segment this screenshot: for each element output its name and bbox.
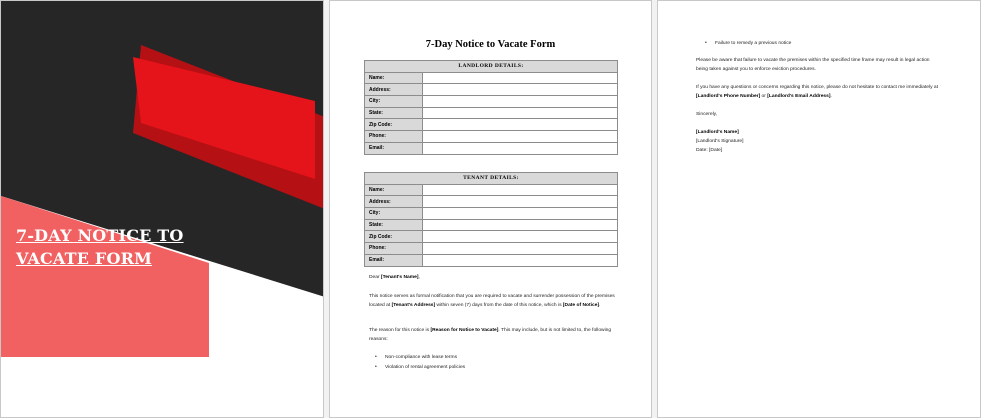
- cover-artwork: [1, 1, 324, 418]
- field-label: Name:: [365, 184, 423, 196]
- tenant-city-field[interactable]: [423, 208, 618, 220]
- cover-title-line2: VACATE FORM: [16, 249, 153, 268]
- cover-title: [16, 224, 184, 270]
- field-label: City:: [365, 96, 423, 108]
- table-row: [365, 84, 618, 96]
- paragraph-text: within seven (7) days from the date of this notice, which is: [435, 303, 563, 308]
- closing: Sincerely,: [696, 112, 718, 117]
- date-placeholder: Date: [Date]: [696, 148, 723, 153]
- tenant-address-placeholder: [Tenant's Address]: [391, 303, 436, 308]
- field-label: Email:: [365, 254, 423, 266]
- reasons-list-continued: [703, 39, 791, 49]
- notice-date-placeholder: [Date of Notice]: [562, 303, 600, 308]
- table-row: [365, 184, 618, 196]
- reason-paragraph: [369, 326, 619, 344]
- landlord-details-table: [364, 60, 618, 155]
- list-item: • Failure to remedy a previous notice: [703, 39, 791, 49]
- tenant-state-field[interactable]: [423, 219, 618, 231]
- table-row: [365, 72, 618, 84]
- table-row: [365, 107, 618, 119]
- table-row: [365, 96, 618, 108]
- tenant-phone-field[interactable]: [423, 243, 618, 255]
- paragraph-text: The reason for this notice is: [369, 328, 431, 333]
- table-row: [365, 131, 618, 143]
- warning-paragraph: Please be aware that failure to vacate the premises within the specified time frame may result in legal action being taken against you to enforce eviction procedures.: [696, 58, 930, 72]
- table-row: [365, 142, 618, 154]
- landlord-details-header: LANDLORD DETAILS:: [365, 61, 618, 73]
- field-label: State:: [365, 107, 423, 119]
- list-item: • Non-compliance with lease terms: [373, 353, 465, 363]
- paragraph-text: or: [760, 94, 768, 99]
- landlord-email-field[interactable]: [423, 142, 618, 154]
- table-row: [365, 254, 618, 266]
- tenant-address-field[interactable]: [423, 196, 618, 208]
- field-label: Address:: [365, 84, 423, 96]
- landlord-phone-placeholder: [Landlord's Phone Number]: [696, 94, 761, 99]
- paragraph-text: If you have any questions or concerns regarding this notice, please do not hesitate to contact me immediately at: [696, 85, 938, 90]
- landlord-state-field[interactable]: [423, 107, 618, 119]
- tenant-zip-field[interactable]: [423, 231, 618, 243]
- field-label: Name:: [365, 72, 423, 84]
- signature-placeholder: [Landlord's Signature]: [696, 139, 744, 144]
- landlord-name-placeholder: [Landlord's Name]: [696, 130, 739, 135]
- landlord-city-field[interactable]: [423, 96, 618, 108]
- salutation-prefix: Dear: [369, 275, 381, 280]
- landlord-name-field[interactable]: [423, 72, 618, 84]
- tenant-details-table: [364, 172, 618, 267]
- document-title: 7-Day Notice to Vacate Form: [425, 39, 556, 50]
- landlord-zip-field[interactable]: [423, 119, 618, 131]
- list-item: • Violation of rental agreement policies: [373, 363, 465, 373]
- table-row: [365, 219, 618, 231]
- landlord-email-placeholder: [Landlord's Email Address]: [767, 94, 831, 99]
- tenant-name-field[interactable]: [423, 184, 618, 196]
- reason-placeholder: [Reason for Notice to Vacate]: [430, 328, 499, 333]
- table-row: [365, 119, 618, 131]
- field-label: State:: [365, 219, 423, 231]
- table-row: [365, 208, 618, 220]
- field-label: Email:: [365, 142, 423, 154]
- field-label: Phone:: [365, 243, 423, 255]
- field-label: Zip Code:: [365, 119, 423, 131]
- table-row: [365, 231, 618, 243]
- tenant-email-field[interactable]: [423, 254, 618, 266]
- contact-paragraph: [696, 83, 942, 101]
- field-label: Address:: [365, 196, 423, 208]
- cover-page: [0, 0, 324, 418]
- landlord-phone-field[interactable]: [423, 131, 618, 143]
- salutation: [369, 273, 619, 282]
- form-page: [329, 0, 652, 418]
- table-row: [365, 243, 618, 255]
- field-label: Zip Code:: [365, 231, 423, 243]
- cover-title-line1: 7-DAY NOTICE TO: [16, 226, 184, 245]
- paragraph-text: This notice serves as formal notification that you are required to vacate and surrender possession of the premises located at: [369, 294, 615, 308]
- landlord-address-field[interactable]: [423, 84, 618, 96]
- paragraph-text: .: [599, 303, 601, 308]
- table-row: [365, 196, 618, 208]
- field-label: Phone:: [365, 131, 423, 143]
- continuation-page: [657, 0, 981, 418]
- tenant-details-header: TENANT DETAILS:: [365, 173, 618, 185]
- field-label: City:: [365, 208, 423, 220]
- tenant-name-placeholder: [Tenant's Name]: [380, 275, 419, 280]
- paragraph-text: .: [830, 94, 832, 99]
- reasons-list: [373, 353, 465, 372]
- salutation-suffix: ,: [418, 275, 420, 280]
- signature-block: [696, 128, 946, 155]
- notice-paragraph: [369, 292, 619, 310]
- paragraph-text: . This may include, but is not limited to, the following reasons:: [369, 328, 612, 342]
